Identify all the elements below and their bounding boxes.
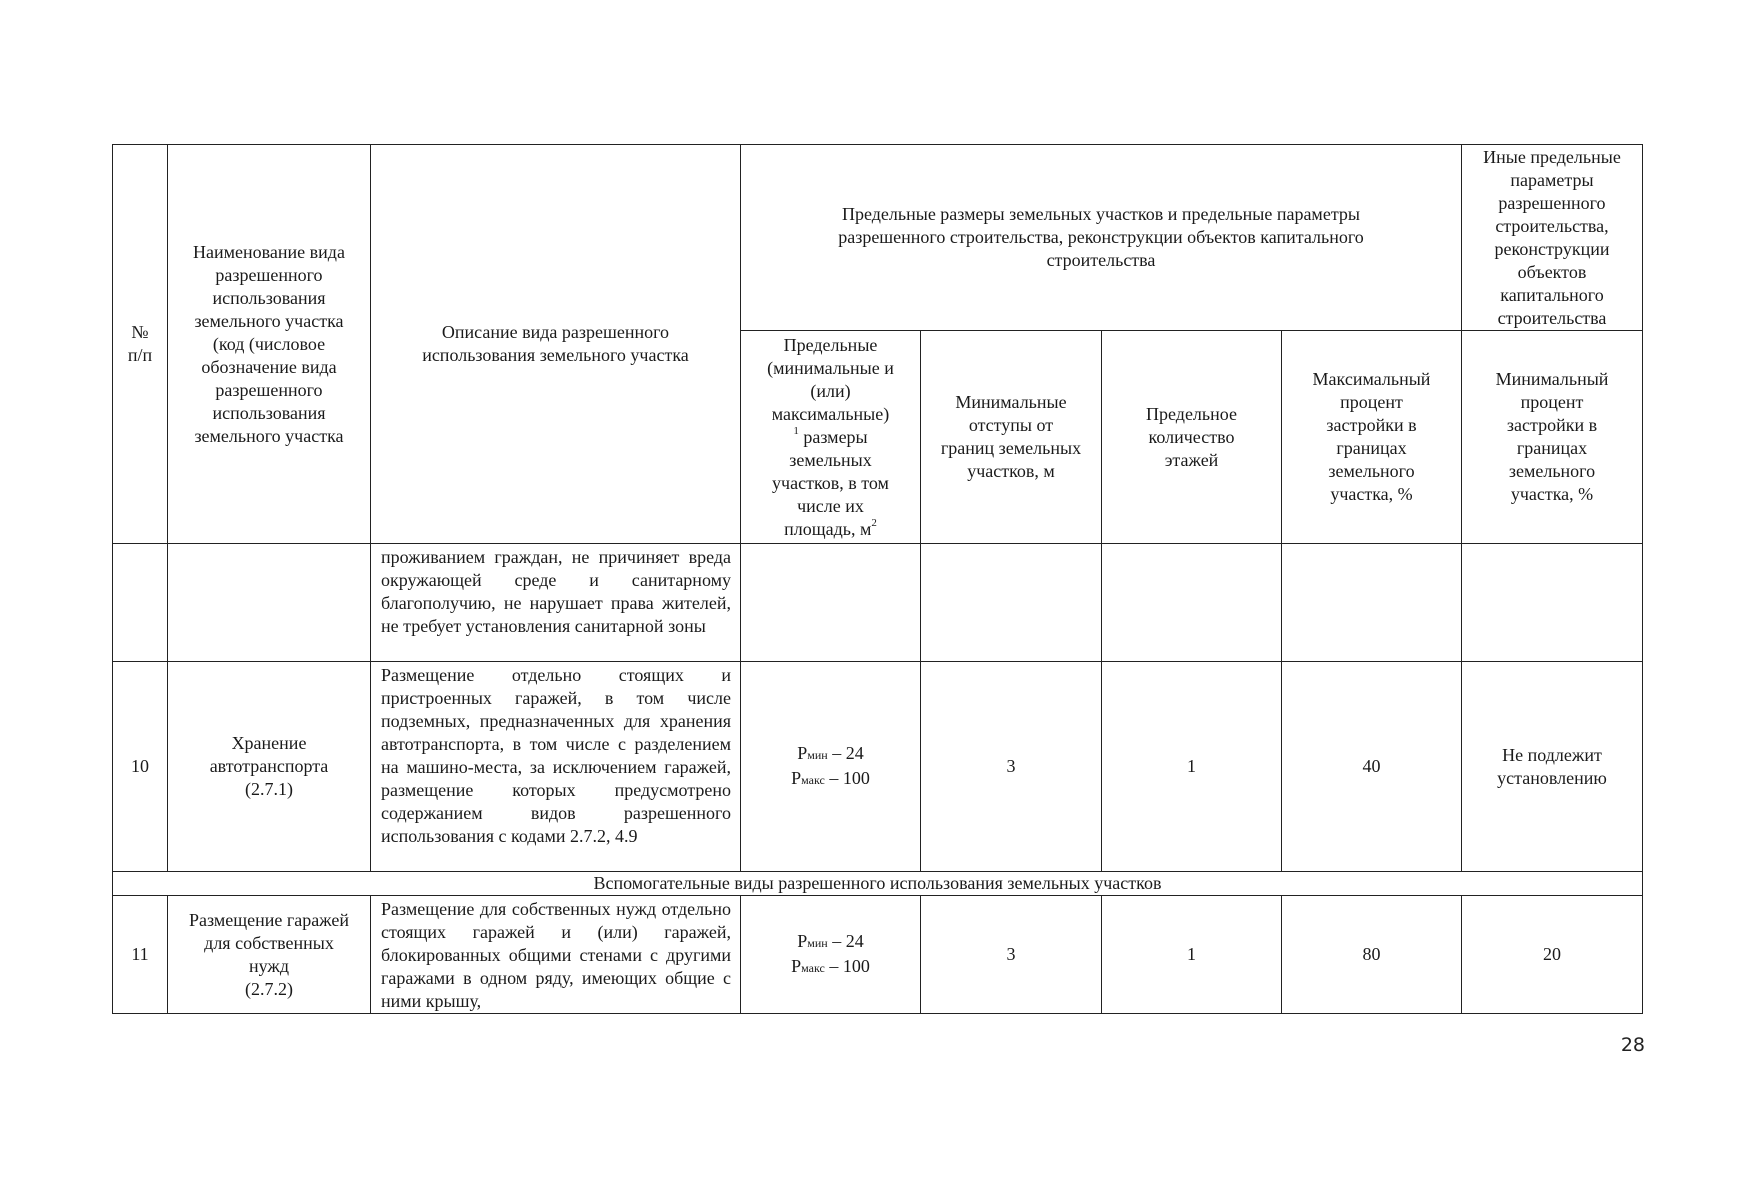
row-max-percent: 80 (1282, 896, 1462, 1014)
footnote-marker: 1 (793, 424, 799, 437)
row-sizes: Pмин – 24 Pмакс – 100 (741, 662, 921, 872)
header-num: № п/п (113, 145, 168, 544)
header-sizes: Предельные (минимальные и (или) максимальные) $^1$ размеры земельных участков, в том числе их площадь, $м^2$ (741, 331, 921, 544)
header-setbacks: Минимальные отступы от границ земельных участков, м (921, 331, 1102, 544)
row-setbacks: 3 (921, 662, 1102, 872)
row-description: Размещение отдельно стоящих и пристроенных гаражей, в том числе подземных, предназначенных для хранения автотранспорта, в том числе с разделением на машино-места, за исключением гаражей, размещение которых предусмотрено содержанием видов разрешенного использования с кодами 2.7.2, 4.9 (371, 662, 741, 872)
row-sizes: Pмин – 24 Pмакс – 100 (741, 896, 921, 1014)
section-row (113, 872, 1643, 896)
unit-power: 2 (871, 516, 877, 529)
header-description: Описание вида разрешенного использования земельного участка (371, 145, 741, 544)
row-min-percent: 20 (1462, 896, 1643, 1014)
header-other-group: Иные предельные параметры разрешенного строительства, реконструкции объектов капитального строительства (1462, 145, 1643, 331)
header-floors: Предельное количество этажей (1102, 331, 1282, 544)
land-use-table (112, 144, 1643, 1014)
row-floors: 1 (1102, 662, 1282, 872)
row-name: Хранение автотранспорта (2.7.1) (168, 662, 371, 872)
continuation-description: проживанием граждан, не причиняет вреда окружающей среде и санитарному благополучию, не нарушает права жителей, не требует установления санитарной зоны (371, 544, 741, 662)
section-title: Вспомогательные виды разрешенного использования земельных участков (113, 872, 1643, 896)
row-max-percent: 40 (1282, 662, 1462, 872)
row-num: 10 (113, 662, 168, 872)
header-max-percent: Максимальный процент застройки в границах земельного участка, % (1282, 331, 1462, 544)
row-num: 11 (113, 896, 168, 1014)
table-row (113, 896, 1643, 1014)
row-floors: 1 (1102, 896, 1282, 1014)
continuation-row (113, 544, 1643, 662)
row-name: Размещение гаражей для собственных нужд (2.7.2) (168, 896, 371, 1014)
header-limits-group: Предельные размеры земельных участков и предельные параметры разрешенного строительства, реконструкции объектов капитального строительства (741, 145, 1462, 331)
table-row (113, 662, 1643, 872)
row-description: Размещение для собственных нужд отдельно стоящих гаражей и (или) гаражей, блокированных общими стенами с другими гаражами в одном ряду, имеющих общие с ними крышу, (371, 896, 741, 1014)
header-min-percent: Минимальный процент застройки в границах земельного участка, % (1462, 331, 1643, 544)
header-name: Наименование вида разрешенного использования земельного участка (код (числовое обозначение вида разрешенного использования земельного участка (168, 145, 371, 544)
row-min-percent: Не подлежит установлению (1462, 662, 1643, 872)
header-row-1 (113, 145, 1643, 331)
row-setbacks: 3 (921, 896, 1102, 1014)
page-number: 28 (1620, 1034, 1645, 1056)
